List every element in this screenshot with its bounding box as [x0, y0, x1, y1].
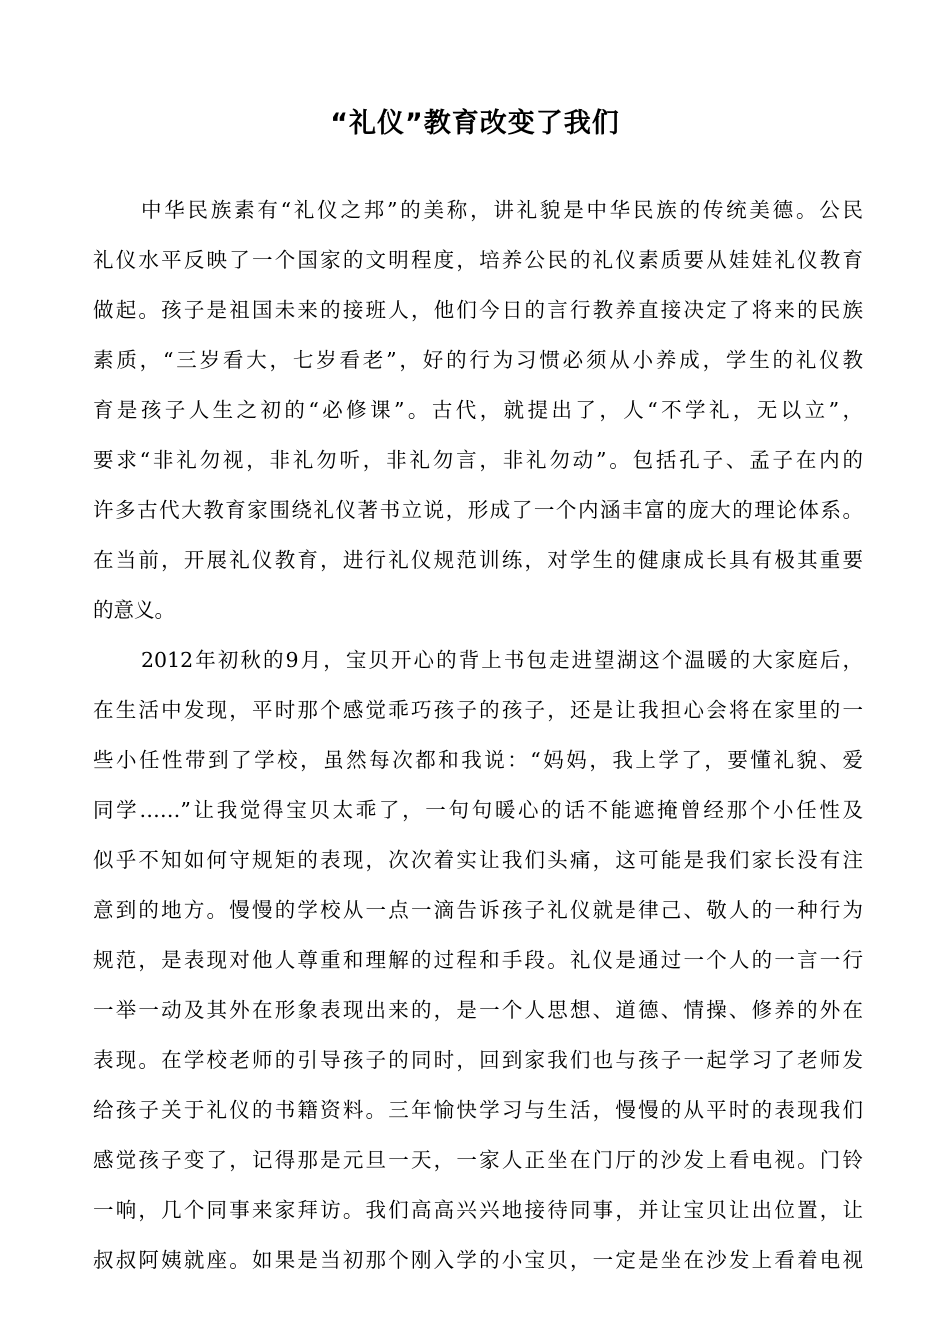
paragraph-1-line: 的意义。 — [93, 598, 175, 622]
paragraph-1-line: 在当前，开展礼仪教育，进行礼仪规范训练，对学生的健康成长具有极其重要 — [93, 548, 863, 572]
paragraph-2-line: 些小任性带到了学校，虽然每次都和我说：“妈妈，我上学了，要懂礼貌、爱 — [93, 748, 863, 772]
paragraph-2-line: 似乎不知如何守规矩的表现，次次着实让我们头痛，这可能是我们家长没有注 — [93, 848, 863, 872]
paragraph-1-line: 要求“非礼勿视，非礼勿听，非礼勿言，非礼勿动”。包括孔子、孟子在内的 — [93, 448, 863, 472]
paragraph-2-line: 在生活中发现，平时那个感觉乖巧孩子的孩子，还是让我担心会将在家里的一 — [93, 698, 863, 722]
paragraph-2-line: 一响，几个同事来家拜访。我们高高兴兴地接待同事，并让宝贝让出位置，让 — [93, 1198, 863, 1222]
paragraph-1-line: 育是孩子人生之初的“必修课”。古代，就提出了，人“不学礼，无以立”， — [93, 398, 863, 422]
paragraph-2-line: 规范，是表现对他人尊重和理解的过程和手段。礼仪是通过一个人的一言一行 — [93, 948, 863, 972]
paragraph-1-line: 做起。孩子是祖国未来的接班人，他们今日的言行教养直接决定了将来的民族 — [93, 298, 863, 322]
paragraph-2-line: 2012年初秋的9月，宝贝开心的背上书包走进望湖这个温暖的大家庭后， — [141, 648, 863, 672]
document-title: “礼仪”教育改变了我们 — [330, 108, 620, 139]
paragraph-2-line: 给孩子关于礼仪的书籍资料。三年愉快学习与生活，慢慢的从平时的表现我们 — [93, 1098, 863, 1122]
paragraph-1-line: 许多古代大教育家围绕礼仪著书立说，形成了一个内涵丰富的庞大的理论体系。 — [93, 498, 863, 522]
paragraph-2-line: 感觉孩子变了，记得那是元旦一天，一家人正坐在门厅的沙发上看电视。门铃 — [93, 1148, 863, 1172]
paragraph-1-line: 礼仪水平反映了一个国家的文明程度，培养公民的礼仪素质要从娃娃礼仪教育 — [93, 248, 863, 272]
paragraph-2-line: 叔叔阿姨就座。如果是当初那个刚入学的小宝贝，一定是坐在沙发上看着电视 — [93, 1248, 863, 1272]
paragraph-2-line: 意到的地方。慢慢的学校从一点一滴告诉孩子礼仪就是律己、敬人的一种行为 — [93, 898, 863, 922]
paragraph-2-line: 表现。在学校老师的引导孩子的同时，回到家我们也与孩子一起学习了老师发 — [93, 1048, 863, 1072]
paragraph-1-line: 中华民族素有“礼仪之邦”的美称，讲礼貌是中华民族的传统美德。公民 — [141, 198, 863, 222]
paragraph-2-line: 一举一动及其外在形象表现出来的，是一个人思想、道德、情操、修养的外在 — [93, 998, 863, 1022]
paragraph-1-line: 素质，“三岁看大，七岁看老”，好的行为习惯必须从小养成，学生的礼仪教 — [93, 348, 863, 372]
paragraph-2-line: 同学……”让我觉得宝贝太乖了，一句句暖心的话不能遮掩曾经那个小任性及 — [93, 798, 863, 822]
